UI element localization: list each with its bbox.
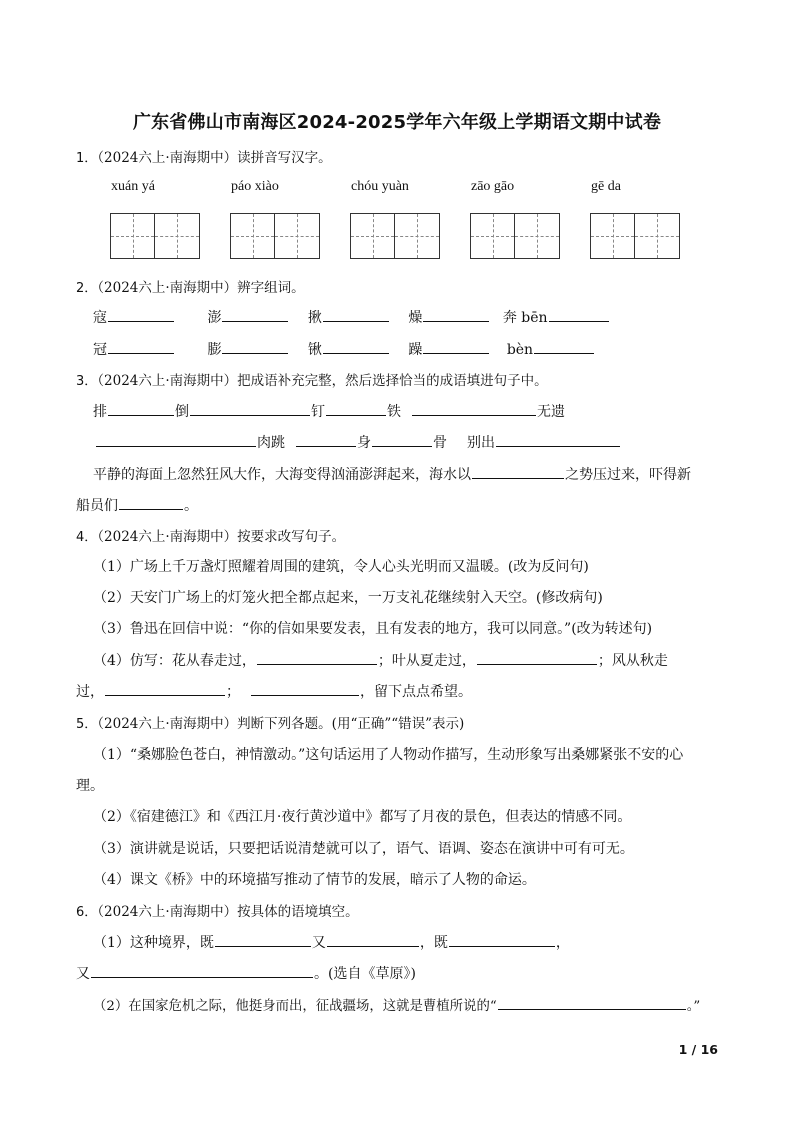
answer-blank[interactable] bbox=[423, 339, 489, 354]
question-source: （2024六上·南海期中）按具体的语境填空。 bbox=[97, 904, 359, 920]
answer-blank[interactable] bbox=[472, 464, 564, 479]
pinyin-1: xuán yá bbox=[111, 179, 155, 194]
answer-blank[interactable] bbox=[449, 932, 555, 947]
sentence-text: 。” bbox=[686, 999, 701, 1014]
answer-blank[interactable] bbox=[323, 339, 389, 354]
answer-blank[interactable] bbox=[257, 650, 377, 665]
q5-item-3: （3）演讲就是说话，只要把话说清楚就可以了，语气、语调、姿态在演讲中可有可无。 bbox=[93, 841, 634, 857]
sentence-text: 船员们 bbox=[76, 498, 118, 514]
sentence-text: ；叶从夏走过， bbox=[377, 653, 476, 669]
char-label: 冠 bbox=[93, 342, 107, 358]
question-source: （2024六上·南海期中）辨字组词。 bbox=[97, 280, 305, 296]
answer-blank[interactable] bbox=[296, 432, 356, 447]
writing-grid-2[interactable] bbox=[230, 213, 320, 259]
idiom-char: 钉 bbox=[311, 404, 325, 420]
answer-blank[interactable] bbox=[477, 650, 597, 665]
answer-blank[interactable] bbox=[498, 995, 686, 1010]
q4-item-3: （3）鲁迅在回信中说：“你的信如果要发表，且有发表的地方，我可以同意。”(改为转述句) bbox=[93, 621, 653, 637]
idiom-char: 排 bbox=[93, 404, 107, 420]
pinyin-5: gē da bbox=[591, 179, 621, 194]
question-number: 2． bbox=[76, 281, 98, 296]
q3-sentence bbox=[93, 464, 691, 484]
answer-blank[interactable] bbox=[108, 307, 174, 322]
idiom-char: 无遗 bbox=[537, 404, 565, 420]
char-label: bèn bbox=[506, 342, 534, 358]
page-number: 1 / 16 bbox=[678, 1042, 718, 1057]
idiom-char: 倒 bbox=[175, 404, 189, 420]
q2-row-2 bbox=[93, 339, 595, 359]
char-label: 寇 bbox=[93, 310, 107, 326]
pinyin-4: zāo gāo bbox=[471, 179, 515, 194]
q5-item-1: （1）“桑娜脸色苍白，神情激动。”这句话运用了人物动作描写，生动形象写出桑娜紧张不安的心 bbox=[93, 747, 684, 763]
sentence-text: ，既 bbox=[419, 935, 448, 951]
sentence-text: ， bbox=[555, 935, 570, 951]
answer-blank[interactable] bbox=[222, 339, 288, 354]
question-2-header bbox=[76, 276, 305, 296]
answer-blank[interactable] bbox=[119, 495, 183, 510]
answer-blank[interactable] bbox=[326, 401, 386, 416]
answer-blank[interactable] bbox=[423, 307, 489, 322]
answer-blank[interactable] bbox=[496, 432, 620, 447]
question-number: 3． bbox=[76, 374, 98, 389]
sentence-text: 又 bbox=[76, 966, 90, 982]
answer-blank[interactable] bbox=[549, 307, 609, 322]
sentence-text: 。 bbox=[184, 498, 198, 514]
char-label: 锹 bbox=[307, 342, 322, 358]
sentence-text: 过， bbox=[76, 684, 104, 700]
writing-grid-3[interactable] bbox=[350, 213, 440, 259]
answer-blank[interactable] bbox=[108, 339, 174, 354]
answer-blank[interactable] bbox=[323, 307, 389, 322]
sentence-text: ，留下点点希望。 bbox=[360, 684, 472, 700]
sentence-text: ； bbox=[226, 684, 240, 700]
question-source: （2024六上·南海期中）按要求改写句子。 bbox=[97, 529, 346, 545]
sentence-text: 。(选自《草原》) bbox=[314, 966, 416, 982]
answer-blank[interactable] bbox=[108, 401, 174, 416]
q5-item-1-cont: 理。 bbox=[76, 778, 104, 794]
char-label: 澎 bbox=[207, 310, 222, 326]
q6-item-2 bbox=[93, 995, 700, 1014]
char-label: 奔 bēn bbox=[502, 310, 548, 326]
q6-item-1 bbox=[93, 932, 570, 952]
char-label: 膨 bbox=[207, 342, 222, 358]
question-5-header bbox=[76, 712, 464, 732]
question-6-header bbox=[76, 900, 359, 920]
question-1-header bbox=[76, 146, 332, 166]
question-3-header bbox=[76, 369, 548, 389]
q4-item-4-cont bbox=[76, 681, 472, 701]
q4-item-1: （1）广场上千万盏灯照耀着周围的建筑，令人心头光明而又温暖。(改为反问句) bbox=[93, 559, 589, 575]
sentence-text: 又 bbox=[311, 935, 326, 951]
sentence-text: ；风从秋走 bbox=[597, 653, 668, 669]
page-title: 广东省佛山市南海区2024-2025学年六年级上学期语文期中试卷 bbox=[132, 112, 662, 133]
idiom-char: 身 bbox=[357, 435, 371, 451]
q5-item-2: （2）《宿建德江》和《西江月·夜行黄沙道中》都写了月夜的景色，但表达的情感不同。 bbox=[93, 809, 632, 825]
question-source: （2024六上·南海期中）判断下列各题。(用“正确”“错误”表示) bbox=[97, 716, 465, 732]
q3-sentence-cont bbox=[76, 495, 198, 515]
idiom-char: 骨 bbox=[433, 435, 447, 451]
question-number: 1． bbox=[76, 151, 98, 166]
q4-item-2: （2）天安门广场上的灯笼火把全都点起来，一万支礼花继续射入天空。(修改病句) bbox=[93, 590, 603, 606]
sentence-text: 之势压过来，吓得新 bbox=[565, 467, 691, 483]
pinyin-3: chóu yuàn bbox=[351, 179, 409, 194]
question-source: （2024六上·南海期中）读拼音写汉字。 bbox=[97, 150, 332, 166]
writing-grid-5[interactable] bbox=[590, 213, 680, 259]
question-4-header bbox=[76, 525, 345, 545]
q3-idiom-row-2 bbox=[95, 432, 621, 452]
sentence-text: 平静的海面上忽然狂风大作，大海变得汹涌澎湃起来，海水以 bbox=[93, 467, 471, 483]
q2-row-1 bbox=[93, 307, 610, 327]
sentence-text: （2）在国家危机之际，他挺身而出，征战疆场，这就是曹植所说的“ bbox=[93, 999, 497, 1014]
q5-item-4: （4）课文《桥》中的环境描写推动了情节的发展，暗示了人物的命运。 bbox=[93, 872, 536, 888]
q4-item-4 bbox=[93, 650, 668, 670]
answer-blank[interactable] bbox=[91, 963, 313, 978]
question-source: （2024六上·南海期中）把成语补充完整，然后选择恰当的成语填进句子中。 bbox=[97, 373, 548, 389]
answer-blank[interactable] bbox=[372, 432, 432, 447]
question-number: 6． bbox=[76, 905, 98, 920]
pinyin-2: páo xiào bbox=[231, 179, 279, 194]
q6-item-1-cont bbox=[76, 963, 416, 983]
answer-blank[interactable] bbox=[534, 339, 594, 354]
answer-blank[interactable] bbox=[190, 401, 310, 416]
question-number: 4． bbox=[76, 530, 98, 545]
char-label: 揪 bbox=[307, 310, 322, 326]
answer-blank[interactable] bbox=[105, 681, 225, 696]
char-label: 燥 bbox=[408, 310, 423, 326]
q3-idiom-row-1 bbox=[93, 401, 565, 421]
sentence-text: （1）这种境界，既 bbox=[93, 935, 214, 951]
writing-grid-1[interactable] bbox=[110, 213, 200, 259]
writing-grid-4[interactable] bbox=[470, 213, 560, 259]
answer-blank[interactable] bbox=[412, 401, 536, 416]
char-label: 躁 bbox=[408, 342, 423, 358]
answer-blank[interactable] bbox=[251, 681, 359, 696]
answer-blank[interactable] bbox=[215, 932, 311, 947]
sentence-text: （4）仿写：花从春走过， bbox=[93, 653, 256, 669]
question-number: 5． bbox=[76, 717, 98, 732]
answer-blank[interactable] bbox=[327, 932, 419, 947]
idiom-char: 铁 bbox=[387, 404, 401, 420]
idiom-char: 肉跳 bbox=[257, 435, 285, 451]
answer-blank[interactable] bbox=[222, 307, 288, 322]
idiom-char: 别出 bbox=[467, 435, 495, 451]
answer-blank[interactable] bbox=[96, 432, 256, 447]
